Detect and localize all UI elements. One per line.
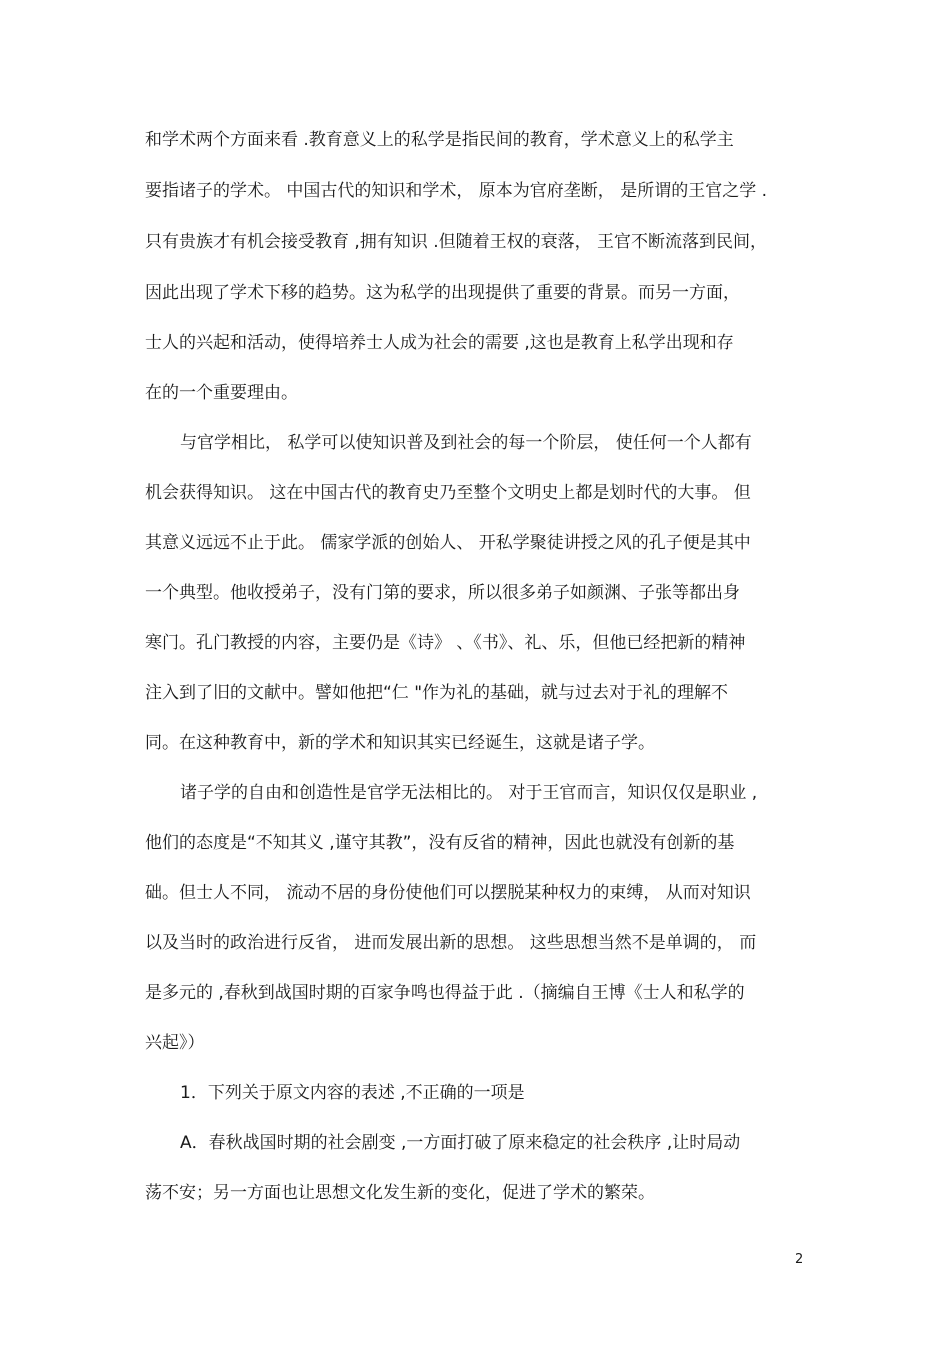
option-a: A．春秋战国时期的社会剧变 ,一方面打破了原来稳定的社会秩序 ,让时局动 — [180, 1133, 741, 1153]
text-line: 与官学相比， 私学可以使知识普及到社会的每一个阶层， 使任何一个人都有 — [180, 433, 752, 453]
text-line: 础。但士人不同， 流动不居的身份使他们可以摆脱某种权力的束缚， 从而对知识 — [145, 883, 751, 903]
text-line: 寒门。孔门教授的内容，主要仍是《诗》 、《书》、礼、乐，但他已经把新的精神 — [145, 633, 746, 653]
text-line: 他们的态度是“不知其义 ,谨守其教”，没有反省的精神，因此也就没有创新的基 — [145, 833, 735, 853]
text-line: 士人的兴起和活动，使得培养士人成为社会的需要 ,这也是教育上私学出现和存 — [145, 333, 734, 353]
text-line: 其意义远远不止于此。 儒家学派的创始人、 开私学聚徒讲授之风的孔子便是其中 — [145, 533, 751, 553]
text-line: 机会获得知识。 这在中国古代的教育史乃至整个文明史上都是划时代的大事。 但 — [145, 483, 751, 503]
text-line: 是多元的 ,春秋到战国时期的百家争鸣也得益于此 .（摘编自王博《士人和私学的 — [145, 983, 745, 1003]
text-line: 兴起》） — [145, 1033, 205, 1053]
option-a-continued: 荡不安；另一方面也让思想文化发生新的变化，促进了学术的繁荣。 — [145, 1183, 655, 1203]
page-number: 2 — [795, 1252, 804, 1267]
text-line: 只有贵族才有机会接受教育 ,拥有知识 .但随着王权的衰落， 王官不断流落到民间， — [145, 232, 768, 252]
text-line: 和学术两个方面来看 .教育意义上的私学是指民间的教育，学术意义上的私学主 — [145, 130, 734, 150]
text-line: 以及当时的政治进行反省， 进而发展出新的思想。 这些思想当然不是单调的， 而 — [145, 933, 757, 953]
question-stem: 1．下列关于原文内容的表述 ,不正确的一项是 — [180, 1083, 525, 1103]
text-line: 注入到了旧的文献中。譬如他把“仁 "作为礼的基础，就与过去对于礼的理解不 — [145, 683, 729, 703]
text-line: 诸子学的自由和创造性是官学无法相比的。 对于王官而言，知识仅仅是职业 , — [180, 783, 758, 803]
text-line: 因此出现了学术下移的趋势。这为私学的出现提供了重要的背景。而另一方面， — [145, 283, 740, 303]
text-line: 一个典型。他收授弟子，没有门第的要求，所以很多弟子如颜渊、子张等都出身 — [145, 583, 740, 603]
text-line: 同。在这种教育中，新的学术和知识其实已经诞生，这就是诸子学。 — [145, 733, 655, 753]
text-line: 在的一个重要理由。 — [145, 383, 298, 403]
text-line: 要指诸子的学术。 中国古代的知识和学术， 原本为官府垄断， 是所谓的王官之学 . — [145, 181, 768, 201]
